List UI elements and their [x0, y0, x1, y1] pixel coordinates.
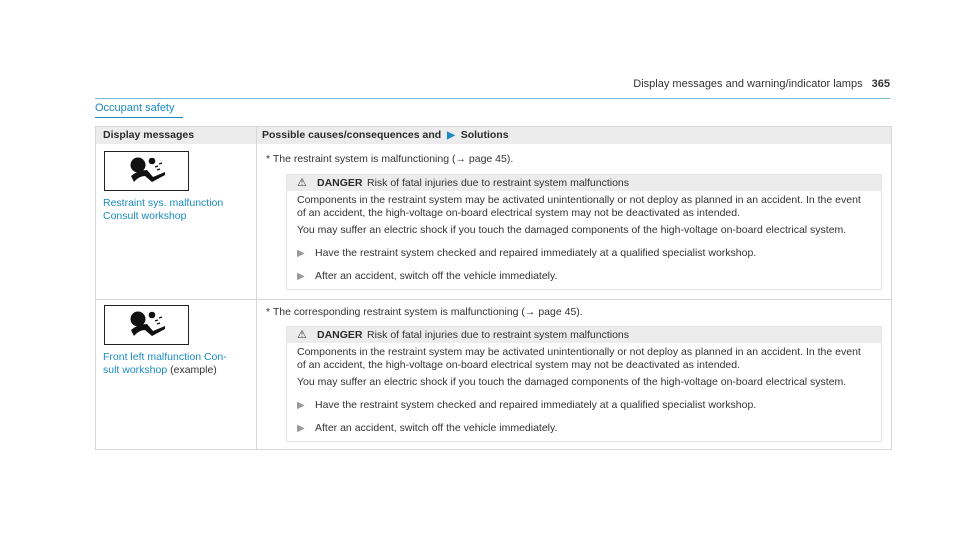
- col-header-display-messages: Display messages: [103, 129, 195, 141]
- danger-paragraph: You may suffer an electric shock if you touch the damaged components of the high-voltage on-board electrical system.: [297, 224, 847, 236]
- solution-step: ▶ After an accident, switch off the vehicle immediately.: [297, 270, 558, 282]
- warning-triangle-icon: ⚠: [297, 177, 307, 189]
- page-reference: page 45).: [468, 153, 514, 165]
- danger-label: DANGER: [317, 329, 363, 341]
- cause-text: * The corresponding restraint system is malfunctioning (→ page 45).: [266, 306, 583, 318]
- arrow-icon: →: [524, 306, 539, 318]
- messages-table: [95, 126, 892, 450]
- danger-body: [287, 191, 881, 289]
- col-header-causes-label: Possible causes/consequences and: [262, 129, 442, 141]
- airbag-warning-icon: [104, 305, 189, 345]
- row-divider: [96, 299, 891, 300]
- triangle-right-icon: ▶: [297, 400, 305, 411]
- message-line: Restraint sys. malfunction: [103, 197, 224, 209]
- running-head: [633, 78, 890, 90]
- table-header: [96, 127, 891, 144]
- header-rule: [95, 98, 890, 99]
- page-title-underline: [95, 117, 183, 118]
- solution-step: ▶ Have the restraint system checked and repaired immediately at a qualified specialist workshop.: [297, 399, 757, 411]
- triangle-right-icon: ▶: [297, 248, 305, 259]
- col-header-causes: [262, 129, 509, 141]
- table-row: [103, 351, 227, 377]
- danger-paragraph: You may suffer an electric shock if you touch the damaged components of the high-voltage on-board electrical system.: [297, 376, 847, 388]
- danger-paragraph: Components in the restraint system may be activated unintentionally or not deploy as planned in an accident. In the event of an accident, the high-voltage on-board electrical system may not be deactivated as intended.: [297, 194, 861, 219]
- page-title: Occupant safety: [95, 102, 175, 114]
- page-reference: page 45).: [538, 306, 583, 318]
- running-head-title: Display messages and warning/indicator lamps: [633, 78, 863, 90]
- warning-triangle-icon: ⚠: [297, 329, 307, 341]
- danger-body: [287, 343, 881, 441]
- danger-title: Risk of fatal injuries due to restraint system malfunctions: [367, 177, 630, 189]
- danger-header: [287, 175, 881, 191]
- page-number: 365: [871, 78, 890, 90]
- danger-paragraph: Components in the restraint system may be activated unintentionally or not deploy as planned in an accident. In the event of an accident, the high-voltage on-board electrical system may not be deactivated as intended.: [297, 346, 861, 371]
- airbag-warning-icon: [104, 151, 189, 191]
- message-line: Consult workshop: [103, 210, 187, 222]
- message-line: sult workshop (example): [103, 364, 217, 376]
- danger-header: [287, 327, 881, 343]
- solution-step: ▶ Have the restraint system checked and repaired immediately at a qualified specialist workshop.: [297, 247, 757, 259]
- danger-box: [286, 174, 882, 290]
- triangle-right-icon: ▶: [297, 271, 305, 282]
- table-row: [103, 197, 223, 223]
- col-header-solutions-label: Solutions: [460, 129, 509, 141]
- message-suffix: (example): [170, 364, 217, 376]
- triangle-right-icon: ▶: [447, 130, 455, 141]
- message-line: Front left malfunction Con-: [103, 351, 227, 363]
- column-divider: [256, 127, 257, 449]
- cause-text: * The restraint system is malfunctioning (→ page 45).: [266, 153, 514, 165]
- danger-box: [286, 326, 882, 442]
- triangle-right-icon: ▶: [297, 423, 305, 434]
- arrow-icon: →: [455, 153, 469, 165]
- danger-title: Risk of fatal injuries due to restraint system malfunctions: [367, 329, 630, 341]
- solution-step: ▶ After an accident, switch off the vehicle immediately.: [297, 422, 558, 434]
- danger-label: DANGER: [317, 177, 363, 189]
